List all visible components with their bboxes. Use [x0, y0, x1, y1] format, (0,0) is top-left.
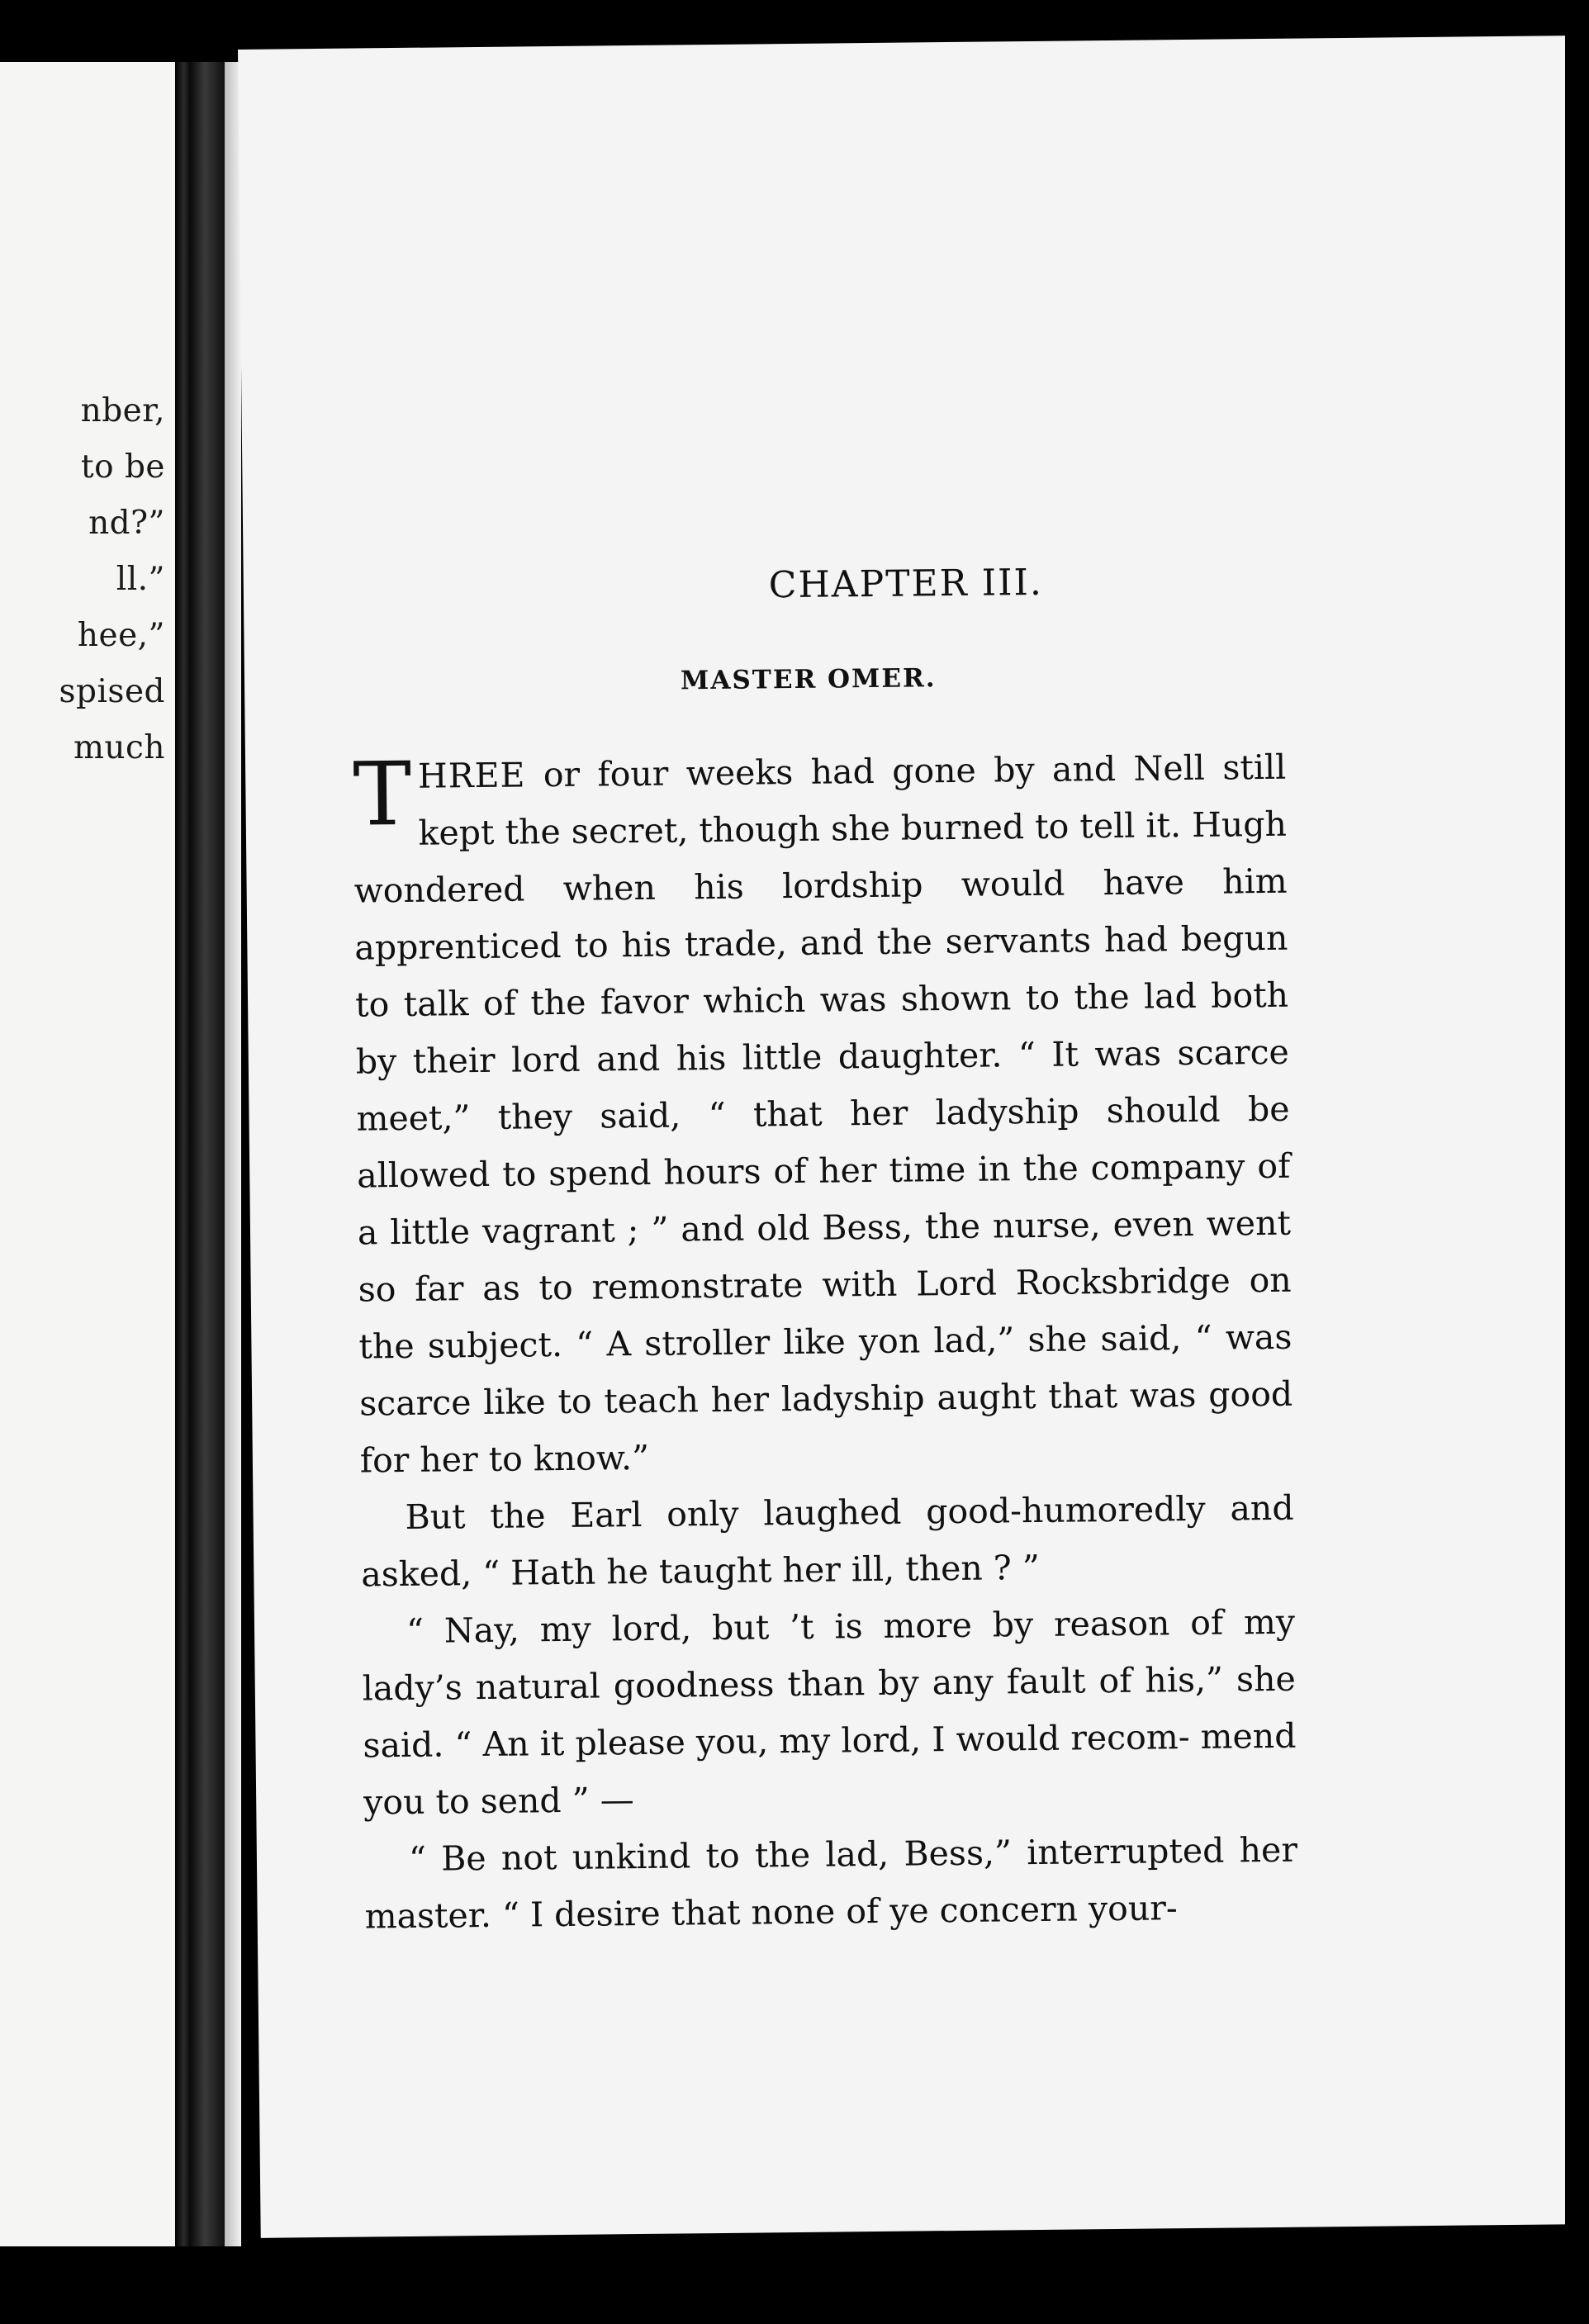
paragraph: But the Earl only laughed good-humoredly and asked, “ Hath he taught her ill, then ? ”	[361, 1487, 1294, 1595]
left-page-line: nd?”	[88, 505, 165, 542]
paragraph: “ Be not unkind to the lad, Bess,” interrupted her master. “ I desire that none of ye concern your-	[364, 1829, 1298, 1937]
right-page	[238, 36, 1589, 2238]
left-page	[0, 62, 188, 2246]
section-heading: MASTER OMER.	[680, 663, 937, 696]
page-gutter	[225, 62, 241, 2246]
drop-cap: T	[352, 742, 412, 846]
first-word: HREE	[417, 755, 526, 796]
left-page-line: hee,”	[77, 617, 165, 654]
left-page-line: much	[73, 729, 165, 766]
paragraph: “ Nay, my lord, but ’t is more by reason of my lady’s natural goodness than by any fault of his,” she said. “ An it please you, my lord, I would recom- mend you to send ” —	[362, 1601, 1297, 1823]
scan-border	[1565, 25, 1589, 2324]
left-page-line: nber,	[80, 392, 165, 429]
body-text	[353, 739, 1298, 1946]
paragraph	[353, 739, 1293, 1490]
chapter-heading: CHAPTER III.	[768, 561, 1044, 607]
left-page-line: spised	[59, 673, 165, 710]
left-page-line: to be	[80, 448, 165, 486]
paragraph-text: or four weeks had gone by and Nell still kept the secret, though she burned to tell it. Hugh wondered when his lordship would have him apprenticed to his trade, and the servants had begun to talk of the favor which was shown to the lad both by their lord and his little daughter. “ It was scarce meet,” they said, “ that her ladyship should be allowed to spend hours of her time in the company of a little vagrant ; ” and old Bess, the nurse, even went so far as to remonstrate with Lord Rocksbridge on the subject. “ A stroller like yon lad,” she said, “ was scarce like to teach her ladyship aught that was good for her to know.”	[353, 747, 1293, 1481]
book-spine	[175, 62, 225, 2246]
left-page-line: ll.”	[116, 561, 165, 598]
